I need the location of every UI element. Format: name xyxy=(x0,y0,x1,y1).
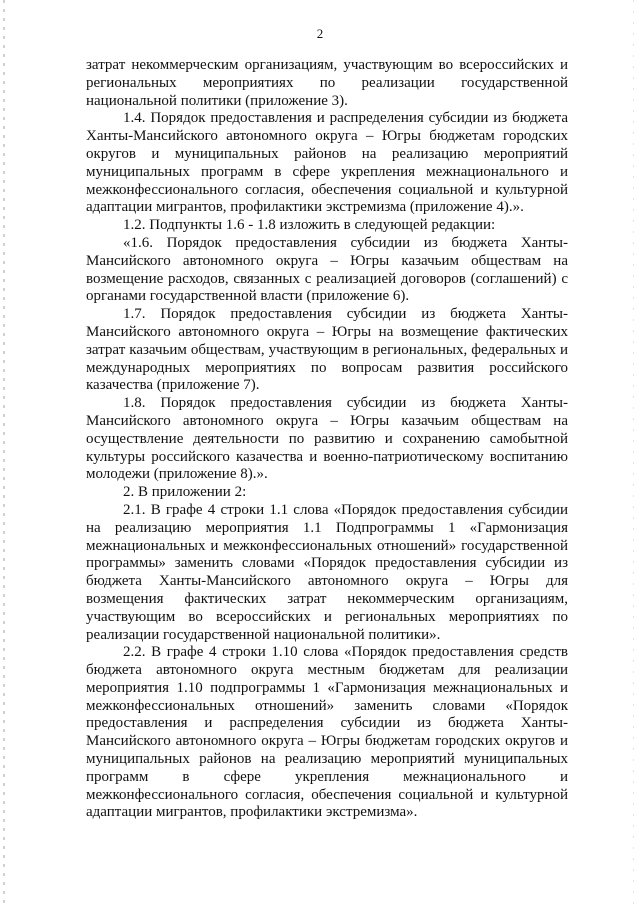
paragraph-1-2: 1.2. Подпункты 1.6 - 1.8 изложить в следующей редакции: xyxy=(123,217,496,234)
paragraph-continuation: затрат некоммерческим организациям, участвующим во всероссийских и региональных мероприятиях по реализации государственной национальной политики (приложение 3). xyxy=(86,57,568,109)
page-number: 2 xyxy=(316,26,324,41)
scan-edge-left xyxy=(3,0,5,905)
paragraph-1-8: 1.8. Порядок предоставления субсидии из бюджета Ханты-Мансийского автономного округа – Югры казачьим обществам на осуществление деятельности по развитию и сохранению самобытной культуры российского казачества и военно-патриотическому воспитанию молодежи (приложение 8).». xyxy=(86,395,568,483)
document-body xyxy=(86,57,568,822)
paragraph-2-1: 2.1. В графе 4 строки 1.1 слова «Порядок предоставления субсидии на реализацию мероприятия 1.1 Подпрограммы 1 «Гармонизация межнациональных и межконфессиональных отношений» государственной программы» заменить словами «Порядок предоставления субсидии из бюджета Ханты-Мансийского автономного округа – Югры для возмещения фактических затрат некоммерческим организациям, участвующим во всероссийских и региональных мероприятиях по реализации государственной национальной политики». xyxy=(86,501,568,643)
scan-edge-right xyxy=(633,0,634,905)
paragraph-1-6: «1.6. Порядок предоставления субсидии из бюджета Ханты-Мансийского автономного округа – Югры казачьим обществам на возмещение расходов, связанных с реализацией договоров (соглашений) с органами государственной власти (приложение 6). xyxy=(86,234,568,305)
paragraph-2-2: 2.2. В графе 4 строки 1.10 слова «Порядок предоставления средств бюджета автономного округа местным бюджетам для реализации мероприятия 1.10 подпрограммы 1 «Гармонизация межнациональных и межконфессиональных отношений» заменить словами «Порядок предоставления и распределения субсидии из бюджета Ханты-Мансийского автономного округа – Югры бюджетам городских округов и муниципальных районов на реализацию мероприятий муниципальных программ в сфере укрепления межнационального и межконфессионального согласия, обеспечения социальной и культурной адаптации мигрантов, профилактики экстремизма». xyxy=(86,644,568,821)
paragraph-1-4: 1.4. Порядок предоставления и распределения субсидии из бюджета Ханты-Мансийского автономного округа – Югры бюджетам городских округов и муниципальных районов на реализацию мероприятий муниципальных программ в сфере укрепления межнационального и межконфессионального согласия, обеспечения социальной и культурной адаптации мигрантов, профилактики экстремизма (приложение 4).». xyxy=(86,110,568,216)
paragraph-1-7: 1.7. Порядок предоставления субсидии из бюджета Ханты-Мансийского автономного округа – Югры на возмещение фактических затрат казачьим обществам, участвующим в региональных, федеральных и международных мероприятиях по вопросам развития российского казачества (приложение 7). xyxy=(86,306,568,394)
paragraph-2: 2. В приложении 2: xyxy=(123,484,247,501)
